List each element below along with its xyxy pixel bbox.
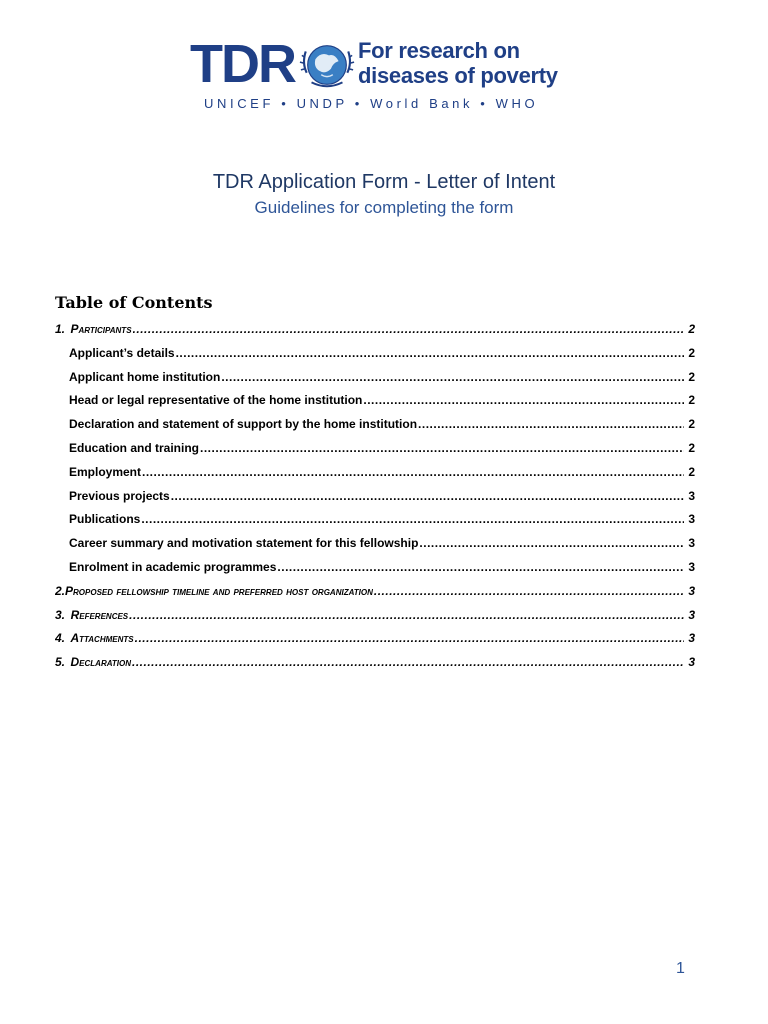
toc-leader-dots: [418, 417, 684, 431]
toc-leader-dots: [374, 584, 684, 598]
toc-entry[interactable]: [55, 512, 695, 536]
toc-entry-label: References: [70, 607, 129, 622]
toc-entry-label: Education and training: [69, 440, 200, 455]
toc-leader-dots: [141, 512, 684, 526]
toc-entry-page: 3: [688, 559, 695, 574]
table-of-contents: [55, 322, 695, 679]
toc-entry[interactable]: [55, 655, 695, 679]
toc-entry-label: Applicant’s details: [69, 345, 175, 360]
toc-entry[interactable]: [55, 441, 695, 465]
toc-leader-dots: [133, 322, 684, 336]
logo-tagline: [358, 38, 558, 88]
page-number: 1: [676, 960, 685, 977]
toc-leader-dots: [200, 441, 684, 455]
toc-leader-dots: [176, 346, 684, 360]
toc-entry-label: Publications: [69, 512, 141, 527]
toc-entry-number: 1.: [55, 322, 66, 336]
toc-entry-page: 2: [688, 440, 695, 455]
toc-entry[interactable]: [55, 608, 695, 632]
toc-entry[interactable]: [55, 370, 695, 394]
toc-heading: Table of Contents: [55, 293, 213, 312]
logo-tagline-line1: For research on: [358, 38, 520, 63]
toc-entry[interactable]: [55, 631, 695, 655]
toc-leader-dots: [142, 465, 684, 479]
toc-entry-label: Career summary and motivation statement for this fellowship: [69, 536, 419, 551]
toc-entry[interactable]: [55, 465, 695, 489]
toc-entry-page: 3: [688, 631, 695, 646]
toc-entry-label: Head or legal representative of the home institution: [69, 393, 363, 408]
toc-entry[interactable]: [55, 536, 695, 560]
toc-leader-dots: [419, 536, 684, 550]
toc-entry-page: 2: [688, 345, 695, 360]
toc-entry-label: Previous projects: [69, 488, 170, 503]
document-subtitle: Guidelines for completing the form: [254, 198, 514, 217]
toc-leader-dots: [363, 393, 684, 407]
toc-entry[interactable]: [55, 346, 695, 370]
toc-entry-label: Proposed fellowship timeline and preferred host organization: [65, 583, 373, 598]
toc-entry-label: Declaration: [70, 655, 132, 670]
toc-entry-label: Applicant home institution: [69, 369, 221, 384]
toc-entry-page: 3: [688, 488, 695, 503]
toc-entry-page: 3: [688, 583, 695, 598]
toc-leader-dots: [171, 489, 684, 503]
toc-entry-page: 3: [688, 655, 695, 670]
toc-entry-label: Employment: [69, 464, 142, 479]
toc-leader-dots: [129, 608, 684, 622]
toc-entry[interactable]: [55, 417, 695, 441]
toc-entry[interactable]: [55, 489, 695, 513]
document-title: TDR Application Form - Letter of Intent: [212, 171, 556, 193]
tdr-logo: [190, 34, 580, 116]
toc-entry-number: 4.: [55, 631, 66, 646]
un-globe-emblem-icon: [298, 36, 356, 94]
logo-partners: UNICEF • UNDP • World Bank • WHO: [204, 96, 539, 111]
toc-entry-page: 3: [688, 536, 695, 551]
logo-acronym: TDR: [190, 34, 295, 94]
toc-leader-dots: [221, 370, 684, 384]
toc-entry[interactable]: [55, 322, 695, 346]
logo-tagline-line2: diseases of poverty: [358, 63, 558, 88]
toc-leader-dots: [132, 655, 684, 669]
toc-entry-label: Declaration and statement of support by the home institution: [69, 417, 418, 432]
toc-entry-number: 3.: [55, 607, 66, 622]
toc-entry-number: 2.: [55, 583, 66, 598]
toc-entry-page: 2: [688, 369, 695, 384]
toc-leader-dots: [277, 560, 684, 574]
toc-entry[interactable]: [55, 560, 695, 584]
toc-entry-page: 2: [688, 393, 695, 408]
toc-entry-page: 3: [688, 512, 695, 527]
toc-entry[interactable]: [55, 393, 695, 417]
toc-entry[interactable]: [55, 584, 695, 608]
toc-entry-page: 2: [688, 464, 695, 479]
toc-entry-label: Enrolment in academic programmes: [69, 559, 277, 574]
toc-entry-page: 2: [688, 417, 695, 432]
toc-entry-number: 5.: [55, 655, 66, 670]
toc-entry-label: Attachments: [70, 631, 134, 646]
toc-entry-page: 2: [688, 322, 695, 336]
toc-entry-label: Participants: [70, 322, 132, 336]
toc-entry-page: 3: [688, 607, 695, 622]
toc-leader-dots: [135, 631, 684, 645]
